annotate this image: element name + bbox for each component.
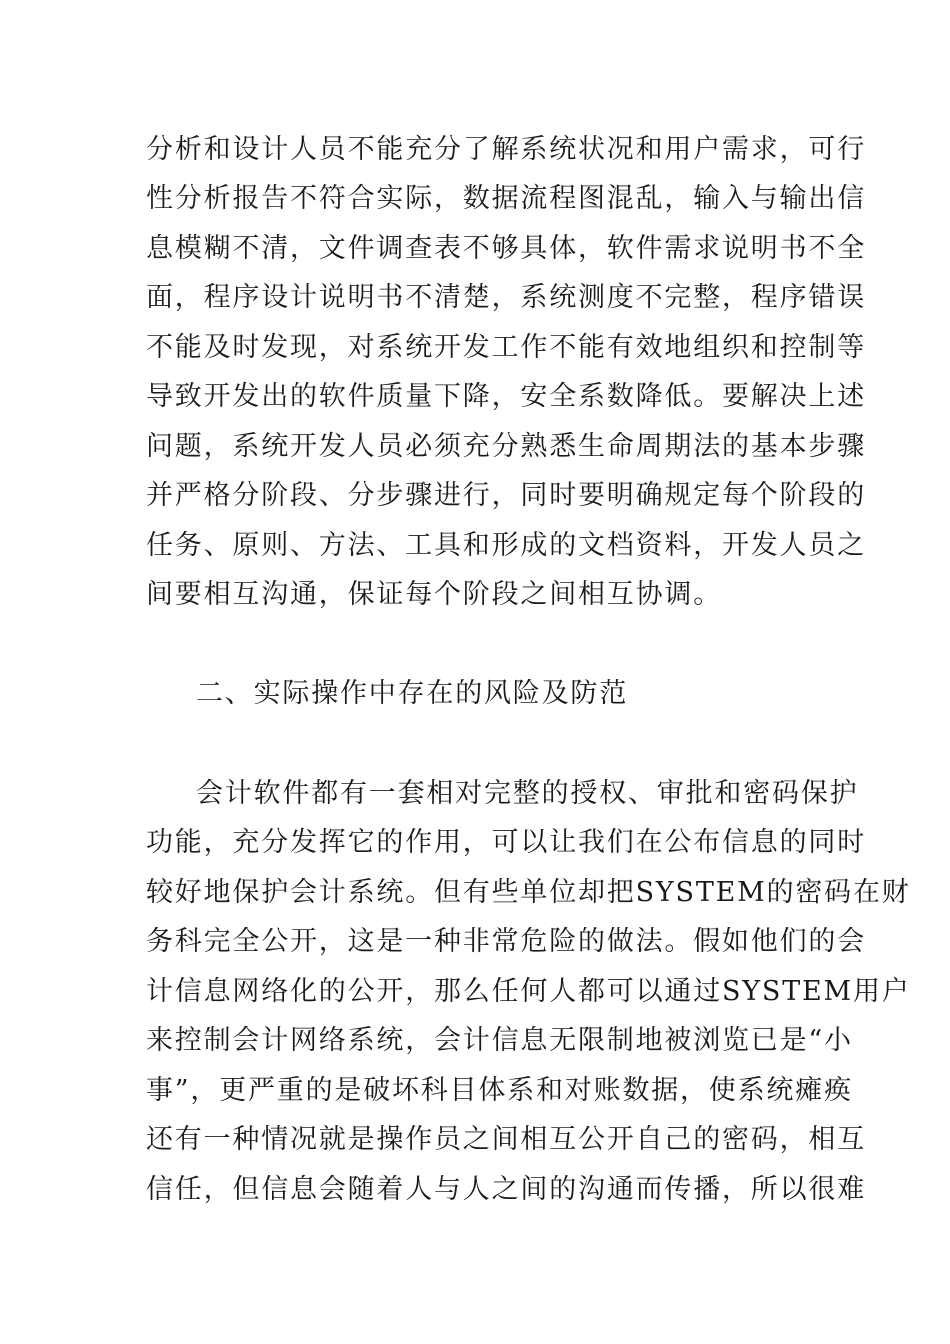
- paragraph-line: 来控制会计网络系统，会计信息无限制地被浏览已是“小: [146, 1025, 853, 1056]
- paragraph-line: 务科完全公开，这是一种非常危险的做法。假如他们的会: [146, 926, 866, 957]
- paragraph-line: 任务、原则、方法、工具和形成的文档资料，开发人员之: [146, 530, 866, 561]
- paragraph-line: 分析和设计人员不能充分了解系统状况和用户需求，可行: [146, 134, 866, 165]
- section-heading: 二、实际操作中存在的风险及防范: [196, 678, 628, 709]
- paragraph-line: 息模糊不清，文件调查表不够具体，软件需求说明书不全: [146, 233, 866, 264]
- paragraph-line: 导致开发出的软件质量下降，安全系数降低。要解决上述: [146, 381, 866, 412]
- paragraph-line: 间要相互沟通，保证每个阶段之间相互协调。: [146, 579, 722, 610]
- paragraph-line: 会计软件都有一套相对完整的授权、审批和密码保护: [196, 778, 859, 809]
- paragraph-line: 还有一种情况就是操作员之间相互公开自己的密码，相互: [146, 1124, 866, 1155]
- paragraph-line: 较好地保护会计系统。但有些单位却把SYSTEM的密码在财: [146, 877, 911, 908]
- paragraph-line: 面，程序设计说明书不清楚，系统测度不完整，程序错误: [146, 282, 866, 313]
- paragraph-line: 信任，但信息会随着人与人之间的沟通而传播，所以很难: [146, 1174, 866, 1205]
- paragraph-line: 并严格分阶段、分步骤进行，同时要明确规定每个阶段的: [146, 480, 866, 511]
- paragraph-line: 计信息网络化的公开，那么任何人都可以通过SYSTEM用户: [146, 976, 911, 1007]
- paragraph-line: 不能及时发现，对系统开发工作不能有效地组织和控制等: [146, 332, 866, 363]
- paragraph-line: 性分析报告不符合实际，数据流程图混乱，输入与输出信: [146, 183, 866, 214]
- paragraph-line: 事”，更严重的是破坏科目体系和对账数据，使系统瘫痪: [146, 1075, 853, 1106]
- paragraph-line: 功能，充分发挥它的作用，可以让我们在公布信息的同时: [146, 827, 866, 858]
- paragraph-line: 问题，系统开发人员必须充分熟悉生命周期法的基本步骤: [146, 431, 866, 462]
